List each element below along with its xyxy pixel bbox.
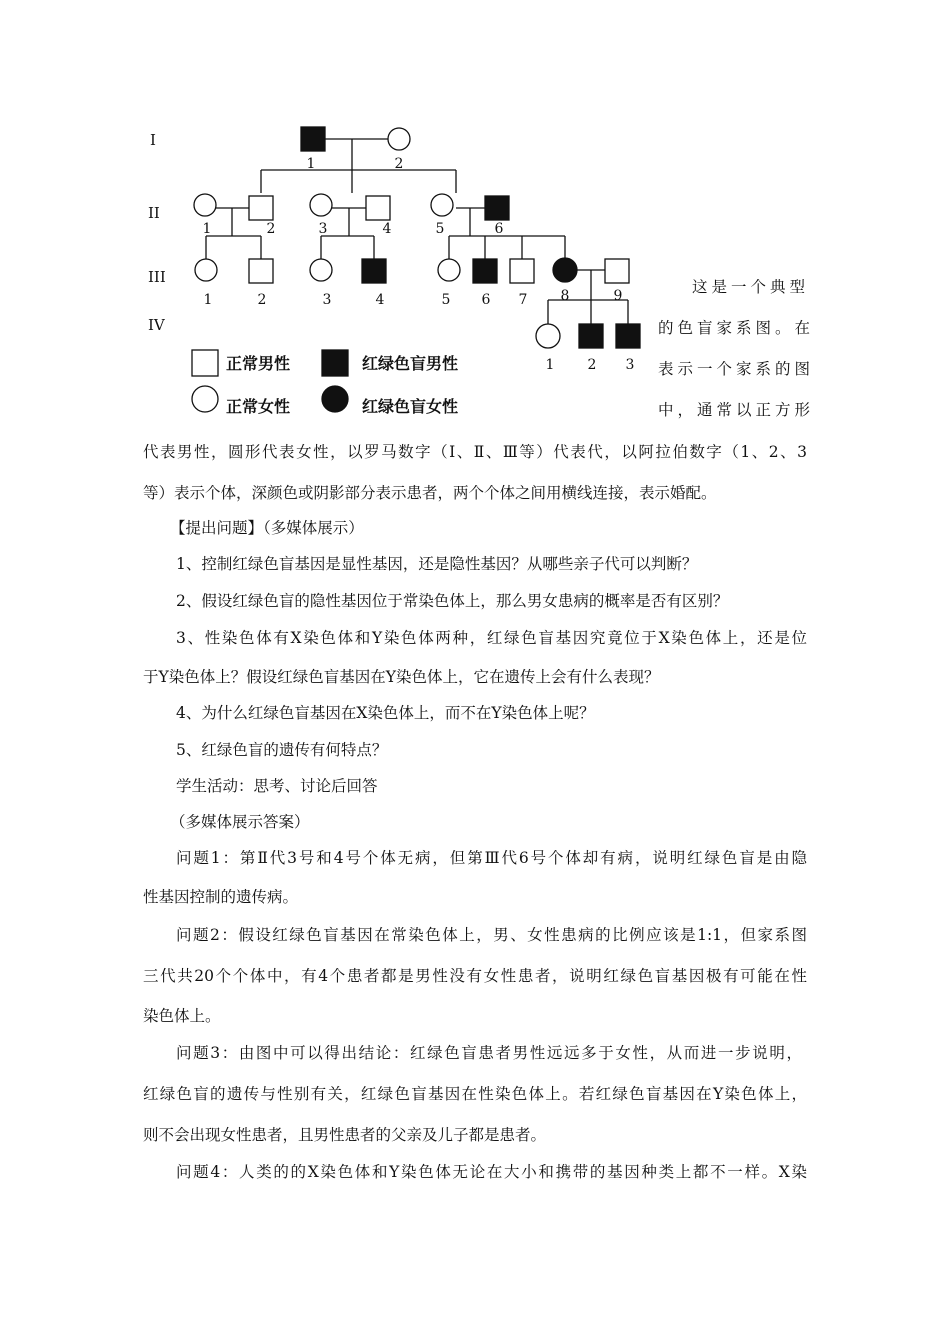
individual-number: 6 xyxy=(494,221,504,237)
individual-number: 2 xyxy=(587,357,597,373)
individual-number: 1 xyxy=(306,156,316,172)
generation-label-2: II xyxy=(148,204,160,222)
individual-number: 5 xyxy=(441,292,451,308)
legend-normal-male: 正常男性 xyxy=(226,354,291,373)
generation-label-4: IV xyxy=(148,316,165,334)
legend-affected-female: 红绿色盲女性 xyxy=(362,397,459,416)
body-text-line: 学生活动：思考、讨论后回答 xyxy=(176,777,378,795)
legend-normal-female: 正常女性 xyxy=(226,397,291,416)
generation-label-1: I xyxy=(150,131,156,149)
individual-number: 2 xyxy=(257,292,267,308)
answer-line: 问题3：由图中可以得出结论：红绿色盲患者男性远远多于女性，从而进一步说明， xyxy=(176,1044,802,1062)
answer-line: 问题1：第Ⅱ代3号和4号个体无病，但第Ⅲ代6号个体却有病，说明红绿色盲是由隐 xyxy=(176,849,807,867)
body-text-line: 染色体上。 xyxy=(143,1007,221,1025)
body-text-line: 代表男性，圆形代表女性，以罗马数字（Ⅰ、Ⅱ、Ⅲ等）代表代，以阿拉伯数字（1、2、3 xyxy=(143,443,807,461)
individual-number: 3 xyxy=(322,292,332,308)
answer-line: 问题4：人类的的X染色体和Y染色体无论在大小和携带的基因种类上都不一样。X染 xyxy=(176,1163,807,1181)
individual-number: 6 xyxy=(481,292,491,308)
body-text-line: 性基因控制的遗传病。 xyxy=(143,888,299,906)
body-text-line: 红绿色盲的遗传与性别有关，红绿色盲基因在性染色体上。若红绿色盲基因在Y染色体上， xyxy=(143,1085,807,1103)
individual-number: 5 xyxy=(435,221,445,237)
body-text-line: 等）表示个体，深颜色或阴影部分表示患者，两个个体之间用横线连接，表示婚配。 xyxy=(143,484,717,502)
individual-number: 2 xyxy=(266,221,276,237)
individual-number: 3 xyxy=(318,221,328,237)
individual-number: 1 xyxy=(203,292,213,308)
side-text-line: 这是一个典型 xyxy=(692,278,810,296)
legend-affected-male: 红绿色盲男性 xyxy=(362,354,459,373)
question-item: 2、假设红绿色盲的隐性基因位于常染色体上，那么男女患病的概率是否有区别？ xyxy=(176,592,729,610)
question-item: 5、红绿色盲的遗传有何特点？ xyxy=(176,741,388,759)
individual-number: 2 xyxy=(394,156,404,172)
individual-number: 4 xyxy=(375,292,385,308)
body-text-line: （多媒体展示答案） xyxy=(170,813,310,831)
individual-number: 1 xyxy=(545,357,555,373)
body-text-line: 则不会出现女性患者，且男性患者的父亲及儿子都是患者。 xyxy=(143,1126,547,1144)
side-text-line: 表示一个家系的图 xyxy=(658,360,815,378)
side-text-line: 中，通常以正方形 xyxy=(658,401,815,419)
side-text-line: 的色盲家系图。在 xyxy=(658,319,815,337)
section-heading: 【提出问题】（多媒体展示） xyxy=(170,519,364,537)
answer-line: 问题2：假设红绿色盲基因在常染色体上，男、女性患病的比例应该是1:1，但家系图 xyxy=(176,926,807,944)
body-text-line: 三代共20个个体中，有4个患者都是男性没有女性患者，说明红绿色盲基因极有可能在性 xyxy=(143,967,807,985)
generation-label-3: III xyxy=(148,268,166,286)
question-item: 1、控制红绿色盲基因是显性基因，还是隐性基因？从哪些亲子代可以判断？ xyxy=(176,555,698,573)
individual-number: 3 xyxy=(625,357,635,373)
individual-number: 4 xyxy=(382,221,392,237)
individual-number: 7 xyxy=(518,292,528,308)
question-item: 3、性染色体有X染色体和Y染色体两种，红绿色盲基因究竟位于X染色体上，还是位 xyxy=(176,629,807,647)
individual-number: 9 xyxy=(613,288,623,304)
body-text-line: 于Y染色体上？假设红绿色盲基因在Y染色体上，它在遗传上会有什么表现？ xyxy=(143,668,660,686)
individual-number: 8 xyxy=(560,288,570,304)
pedigree-chart xyxy=(140,112,660,424)
question-item: 4、为什么红绿色盲基因在X染色体上，而不在Y染色体上呢？ xyxy=(176,704,595,722)
individual-number: 1 xyxy=(202,221,212,237)
